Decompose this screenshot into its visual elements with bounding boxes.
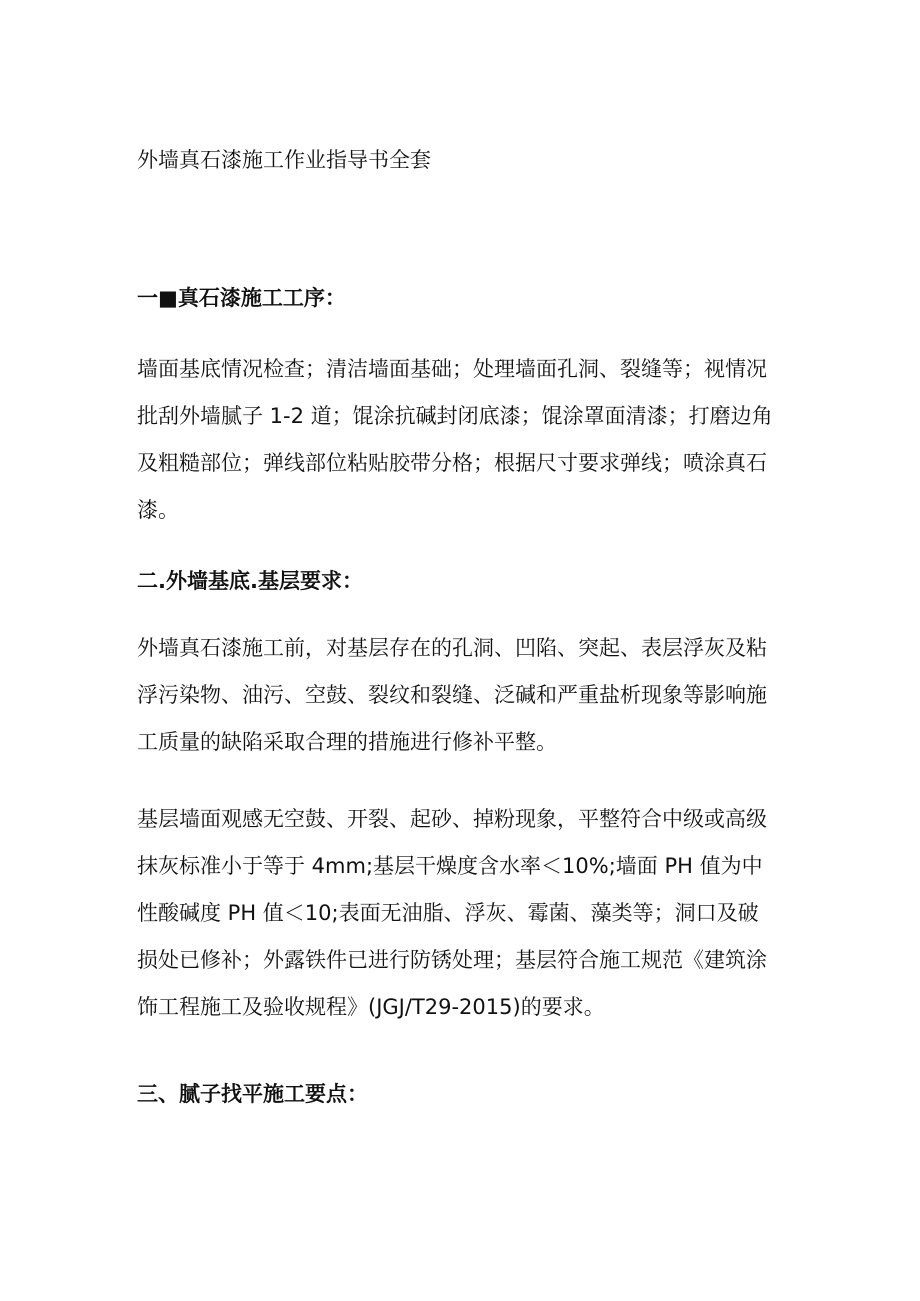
section-2-paragraph-1 [137, 625, 767, 766]
paragraph-line: 抹灰标准小于等于 4mm;基层干燥度含水率＜10%;墙面 PH 值为中 [137, 854, 763, 878]
paragraph-line: 饰工程施工及验收规程》(JGJ/T29-2015)的要求。 [137, 995, 605, 1019]
section-2-paragraph-2 [137, 796, 767, 1031]
paragraph-line: 损处已修补；外露铁件已进行防锈处理；基层符合施工规范《建筑涂 [137, 948, 767, 972]
paragraph-line: 浮污染物、油污、空鼓、裂纹和裂缝、泛碱和严重盐析现象等影响施 [137, 683, 767, 707]
paragraph-line: 漆。 [137, 498, 179, 522]
paragraph-line: 批刮外墙腻子 1-2 道；馄涂抗碱封闭底漆；馄涂罩面清漆；打磨边角 [137, 404, 773, 428]
paragraph-line: 墙面基底情况检查；清洁墙面基础；处理墙面孔洞、裂缝等；视情况 [137, 357, 767, 381]
paragraph-line: 性酸碱度 PH 值＜10;表面无油脂、浮灰、霉菌、藻类等；洞口及破 [137, 901, 759, 925]
paragraph-line: 及粗糙部位；弹线部位粘贴胶带分格；根据尺寸要求弹线；喷涂真石 [137, 451, 767, 475]
paragraph-line: 基层墙面观感无空鼓、开裂、起砂、掉粉现象，平整符合中级或高级 [137, 807, 767, 831]
section-heading-2: 二.外墙基底.基层要求： [137, 569, 363, 593]
paragraph-line: 外墙真石漆施工前，对基层存在的孔洞、凹陷、突起、表层浮灰及粘 [137, 636, 767, 660]
section-heading-1: 一■真石漆施工工序： [137, 286, 346, 310]
section-heading-3: 三、腻子找平施工要点： [137, 1082, 368, 1106]
section-1-paragraph-1 [137, 346, 773, 534]
paragraph-line: 工质量的缺陷采取合理的措施进行修补平整。 [137, 730, 557, 754]
document-title: 外墙真石漆施工作业指导书全套 [137, 148, 431, 172]
